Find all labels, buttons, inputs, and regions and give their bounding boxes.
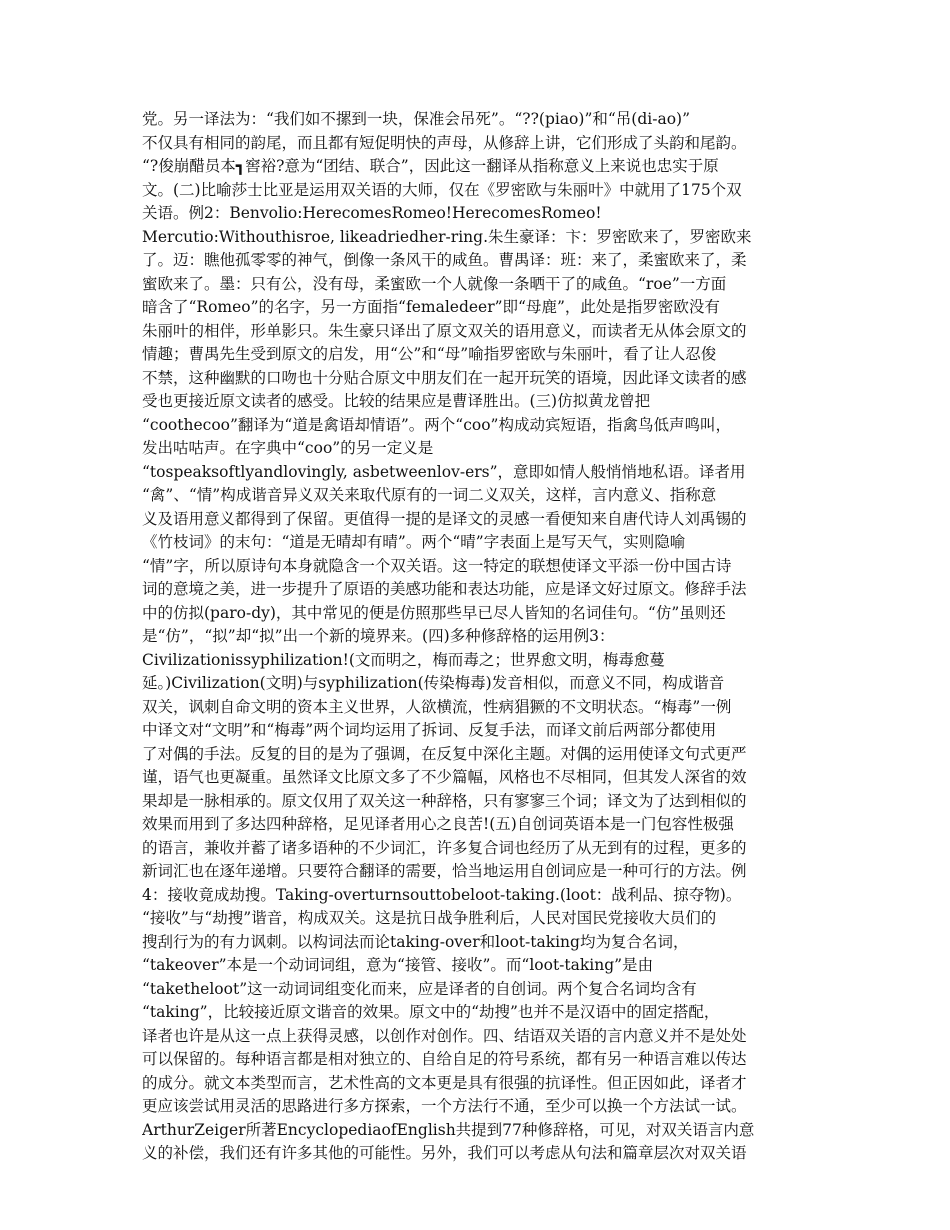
text-line: 受也更接近原文读者的感受。比较的结果应是曹译胜出。(三)仿拟黄龙曾把: [142, 392, 651, 410]
text-line: Civilizationissyphilization!(文而明之，梅而毒之；世界愈文明，梅毒愈蔓: [142, 650, 665, 669]
text-line: 果却是一脉相承的。原文仅用了双关这一种辞格，只有寥寥三个词；译文为了达到相似的: [142, 791, 747, 810]
text-line: “taking”，比较接近原文谐音的效果。原文中的“劫搜”也并不是汉语中的固定搭配，: [142, 1003, 720, 1021]
text-line: 《竹枝词》的末句：“道是无晴却有晴”。两个“晴”字表面上是写天气，实则隐喻: [142, 533, 686, 551]
text-line: 朱丽叶的相伴，形单影只。朱生豪只译出了原文双关的语用意义，而读者无从体会原文的: [142, 321, 747, 340]
text-line: “tospeaksoftlyandlovingly, asbetweenlov-ers”，意即如情人般悄悄地私语。译者用: [142, 462, 746, 481]
text-line: 中译文对“文明”和“梅毒”两个词均运用了拆词、反复手法，而译文前后两部分都使用: [142, 721, 717, 739]
text-line: 更应该尝试用灵活的思路进行多方探索，一个方法行不通，至少可以换一个方法试一试。: [142, 1097, 747, 1115]
text-line: 蜜欧来了。墨：只有公，没有母，柔蜜欧一个人就像一条晒干了的咸鱼。“roe”一方面: [142, 274, 727, 293]
text-line: 不仅具有相同的韵尾，而且都有短促明快的声母，从修辞上讲，它们形成了头韵和尾韵。: [142, 133, 747, 152]
text-line: 中的仿拟(paro-dy)，其中常见的便是仿照那些早已尽人皆知的名词佳句。“仿”虽则还: [142, 603, 726, 622]
text-line: “taketheloot”这一动词词组变化而来，应是译者的自创词。两个复合名词均含有: [142, 979, 697, 998]
text-line: 是“仿”，“拟”却“拟”出一个新的境界来。(四)多种修辞格的运用例3：: [142, 627, 615, 645]
text-line: ArthurZeiger所著EncyclopediaofEnglish共提到77种修辞格，可见，对双关语言内意: [142, 1120, 755, 1139]
text-line: 可以保留的。每种语言都是相对独立的、自给自足的符号系统，都有另一种语言难以传达: [142, 1050, 747, 1068]
text-line: 词的意境之美，进一步提升了原语的美感功能和表达功能，应是译文好过原文。修辞手法: [142, 580, 747, 598]
text-line: 4：接收竟成劫搜。Taking-overturnsouttobeloot-taking.(loot：战利品、掠夺物)。: [142, 885, 742, 904]
text-line: 了。迈：瞧他孤零零的神气，倒像一条风干的咸鱼。曹禺译：班：来了，柔蜜欧来了，柔: [142, 251, 747, 269]
text-line: 义的补偿，我们还有许多其他的可能性。另外，我们可以考虑从句法和篇章层次对双关语: [142, 1144, 747, 1162]
text-line: 党。另一译法为：“我们如不摞到一块，保准会吊死”。“??(piao)”和“吊(di-ao)”: [142, 110, 690, 128]
text-line: 关语。例2：Benvolio:HerecomesRomeo!HerecomesRomeo!: [142, 204, 602, 222]
text-line: 效果而用到了多达四种辞格，足见译者用心之良苦!(五)自创词英语本是一门包容性极强: [142, 815, 734, 833]
text-line: 新词汇也在逐年递增。只要符合翻译的需要，恰当地运用自创词应是一种可行的方法。例: [142, 862, 747, 880]
text-line: 谨，语气也更凝重。虽然译文比原文多了不少篇幅，风格也不尽相同，但其发人深省的效: [142, 768, 747, 786]
text-line: 发出咕咕声。在字典中“coo”的另一定义是: [142, 439, 434, 457]
text-line: “coothecoo”翻译为“道是禽语却情语”。两个“coo”构成动宾短语，指禽鸟低声鸣叫，: [142, 415, 731, 434]
text-line: 文。(二)比喻莎士比亚是运用双关语的大师，仅在《罗密欧与朱丽叶》中就用了175个双: [142, 180, 742, 199]
text-line: 译者也许是从这一点上获得灵感，以创作对创作。四、结语双关语的言内意义并不是处处: [142, 1026, 747, 1045]
text-line: 的语言，兼收并蓄了诸多语种的不少词汇，许多复合词也经历了从无到有的过程，更多的: [142, 838, 747, 857]
text-line: “接收”与“劫搜”谐音，构成双关。这是抗日战争胜利后，人民对国民党接收大员们的: [142, 909, 717, 927]
text-line: 了对偶的手法。反复的目的是为了强调，在反复中深化主题。对偶的运用使译文句式更严: [142, 744, 747, 763]
text-line: 延。)Civilization(文明)与syphilization(传染梅毒)发音相似，而意义不同，构成谐音: [142, 674, 725, 692]
text-line: “?俊崩醋员本┓窖裕?意为“团结、联合”，因此这一翻译从指称意义上来说也忠实于原: [142, 157, 719, 175]
text-line: “禽”、“情”构成谐音异义双关来取代原有的一词二义双关，这样，言内意义、指称意: [142, 486, 717, 504]
text-line: 的成分。就文本类型而言，艺术性高的文本更是具有很强的抗译性。但正因如此，译者才: [142, 1073, 747, 1092]
text-line: 双关，讽刺自命文明的资本主义世界，人欲横流，性病猖獗的不文明状态。“梅毒”一例: [142, 697, 732, 716]
text-line: 暗含了“Romeo”的名字，另一方面指“femaledeer”即“母鹿”，此处是指罗密欧没有: [142, 298, 720, 316]
text-line: 不禁，这种幽默的口吻也十分贴合原文中朋友们在一起开玩笑的语境，因此译文读者的感: [142, 368, 747, 387]
text-line: “takeover”本是一个动词词组，意为“接管、接收”。而“loot-taking”是由: [142, 956, 654, 974]
text-line: 义及语用意义都得到了保留。更值得一提的是译文的灵感一看便知来自唐代诗人刘禹锡的: [142, 509, 747, 528]
text-line: 搜刮行为的有力讽刺。以构词法而论taking-over和loot-taking均为复合名词，: [142, 932, 689, 951]
document-body: [142, 108, 812, 1166]
text-line: Mercutio:Withouthisroe, likeadriedher-ring.朱生豪译：卞：罗密欧来了，罗密欧来: [142, 227, 752, 246]
text-line: “情”字，所以原诗句本身就隐含一个双关语。这一特定的联想使译文平添一份中国古诗: [142, 556, 732, 575]
text-line: 情趣；曹禺先生受到原文的启发，用“公”和“母”喻指罗密欧与朱丽叶，看了让人忍俊: [142, 345, 717, 363]
